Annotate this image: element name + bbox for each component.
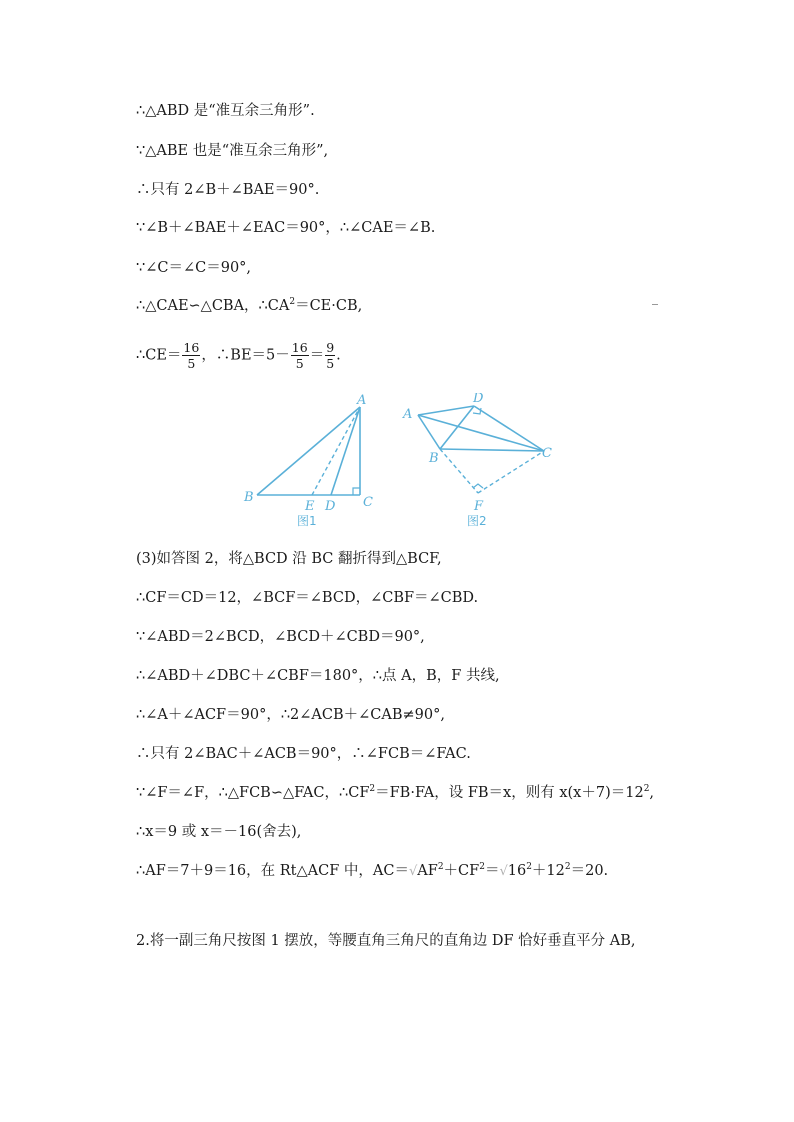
numerator: 9 xyxy=(326,340,335,355)
superscript: 2 xyxy=(479,862,485,873)
text-segment: ＝ xyxy=(309,347,325,364)
text-segment: ∴CE＝ xyxy=(136,347,182,364)
superscript: 2 xyxy=(437,862,444,873)
text-segment: ＋CF xyxy=(443,863,480,879)
text-segment: ＝CE·CB, xyxy=(295,298,363,314)
segment-bd xyxy=(440,406,474,449)
superscript: 2 xyxy=(369,784,376,795)
text-segment: 16 xyxy=(507,863,527,879)
text-segment: ∵∠F＝∠F，∴△FCB∽△FAC，∴CF xyxy=(136,785,370,801)
text-line: ∵∠C＝∠C＝90°, xyxy=(136,260,252,276)
denominator: 5 xyxy=(187,356,196,371)
segment-bc xyxy=(440,449,544,451)
text-line: ∴CF＝CD＝12，∠BCF＝∠BCD，∠CBF＝∠CBD. xyxy=(136,590,479,606)
text-segment: ＝20. xyxy=(570,863,609,879)
superscript: 2 xyxy=(564,862,571,873)
label-e: E xyxy=(305,499,315,514)
segment-ba xyxy=(257,407,360,495)
figure-2-caption: 图2 xyxy=(467,514,487,528)
text-line: ∵∠B＋∠BAE＋∠EAC＝90°，∴∠CAE＝∠B. xyxy=(136,220,436,236)
right-angle-mark-f xyxy=(473,484,483,488)
next-problem-line: 2.将一副三角尺按图 1 摆放，等腰直角三角尺的直角边 DF 恰好垂直平分 AB, xyxy=(136,933,636,949)
text-line: ∵△ABE 也是“准互余三角形”, xyxy=(136,143,329,159)
text-line: ∴∠ABD＋∠DBC＋∠CBF＝180°，∴点 A，B，F 共线, xyxy=(136,668,500,684)
text-line: ∴只有 2∠BAC＋∠ACB＝90°，∴∠FCB＝∠FAC. xyxy=(136,746,471,762)
superscript: 2 xyxy=(526,862,532,873)
label-c: C xyxy=(363,495,373,510)
text-line: ∴只有 2∠B＋∠BAE＝90°. xyxy=(136,182,320,198)
label-b: B xyxy=(244,490,254,505)
text-segment: ∴△CAE∽△CBA，∴CA xyxy=(136,298,290,314)
label-b: B xyxy=(429,451,439,466)
text-line: ∴△ABD 是“准互余三角形”. xyxy=(136,103,315,119)
figure-1-caption: 图1 xyxy=(297,514,317,528)
text-segment: AF xyxy=(417,863,438,879)
text-line xyxy=(136,861,608,882)
segment-bf xyxy=(440,449,478,493)
fraction xyxy=(325,340,335,371)
sqrt-symbol: √ xyxy=(499,864,508,879)
superscript: 2 xyxy=(289,297,296,308)
figures-svg xyxy=(240,393,570,533)
label-d: D xyxy=(325,499,336,514)
fraction xyxy=(182,340,200,371)
fraction xyxy=(291,340,309,371)
label-f: F xyxy=(474,499,484,514)
text-segment: ，∴BE＝5－ xyxy=(201,347,290,364)
text-line xyxy=(136,340,341,371)
superscript: 2 xyxy=(643,784,650,795)
text-segment: , xyxy=(649,785,655,801)
stray-mark xyxy=(652,304,658,305)
text-line xyxy=(136,783,654,803)
text-line: ∴x＝9 或 x＝－16(舍去), xyxy=(136,824,302,840)
text-segment: ∴AF＝7＋9＝16，在 Rt△ACF 中，AC＝ xyxy=(136,863,409,879)
text-segment: ＝ xyxy=(484,863,500,879)
text-line: ∴∠A＋∠ACF＝90°，∴2∠ACB＋∠CAB≠90°, xyxy=(136,707,445,723)
geometry-figures xyxy=(240,393,570,537)
sqrt-symbol: √ xyxy=(408,864,418,879)
segment-dc xyxy=(474,406,544,451)
label-d: D xyxy=(473,393,484,406)
denominator: 5 xyxy=(326,356,335,371)
text-segment: . xyxy=(336,347,341,364)
numerator: 16 xyxy=(183,340,200,355)
label-c: C xyxy=(542,446,552,461)
numerator: 16 xyxy=(291,340,308,355)
text-line xyxy=(136,296,362,316)
right-angle-mark xyxy=(353,488,360,495)
figure-1 xyxy=(243,393,373,528)
text-segment: ＝FB·FA，设 FB＝x，则有 x(x＋7)＝12 xyxy=(375,785,644,801)
segment-fc xyxy=(478,451,544,493)
denominator: 5 xyxy=(295,356,304,371)
text-line: (3)如答图 2，将△BCD 沿 BC 翻折得到△BCF, xyxy=(136,551,442,567)
label-a: A xyxy=(357,393,367,408)
figure-2 xyxy=(402,393,552,528)
segment-ad xyxy=(418,406,474,415)
text-line: ∵∠ABD＝2∠BCD，∠BCD＋∠CBD＝90°, xyxy=(136,629,425,645)
text-segment: ＋12 xyxy=(531,863,565,879)
label-a: A xyxy=(403,407,413,422)
